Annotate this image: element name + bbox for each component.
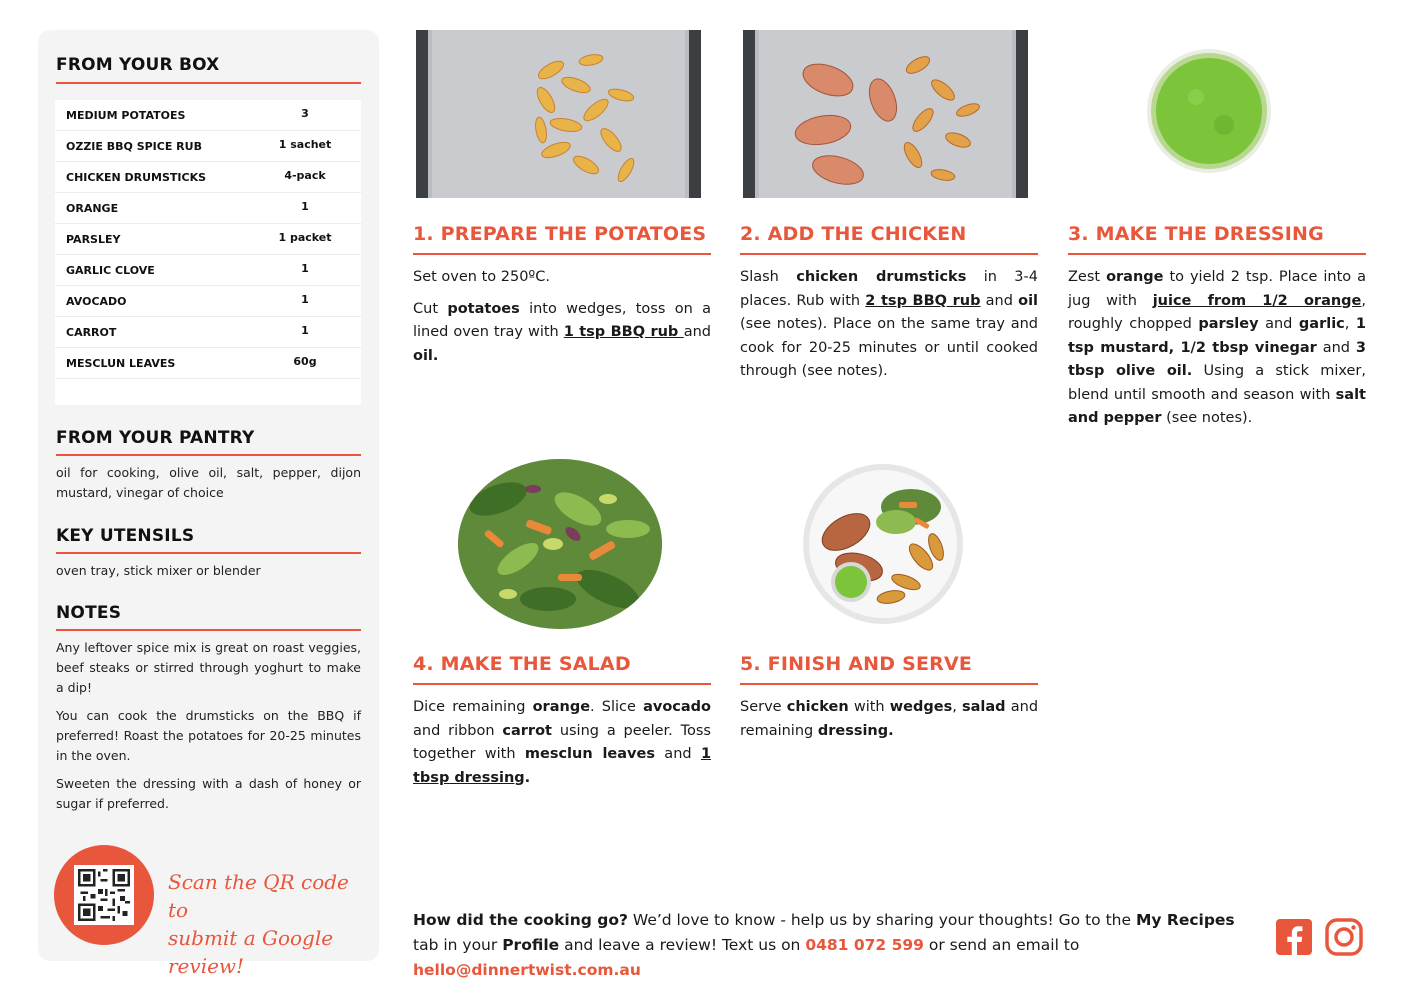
step-1-text: Set oven to 250ºC. bbox=[413, 269, 550, 285]
ingredient-name: CARROT bbox=[66, 326, 117, 339]
ingredient-qty: 1 bbox=[301, 324, 309, 337]
from-your-pantry-heading: FROM YOUR PANTRY bbox=[56, 428, 255, 448]
feedback-question: How did the cooking go? bbox=[413, 911, 628, 929]
step-2-text: Slash chicken drumsticks in 3-4 places. Rub with 2 tsp BBQ rub and oil (see notes). Place on the same tray and cook for 20-25 minutes or until cooked through (see notes). bbox=[740, 269, 1039, 379]
profile-label: Profile bbox=[502, 936, 560, 954]
ingredient-qty: 4-pack bbox=[284, 169, 326, 182]
qr-caption bbox=[168, 868, 368, 980]
footer-text: and leave a review! Text us on bbox=[559, 936, 806, 954]
notes-list bbox=[56, 638, 361, 822]
email-link[interactable]: hello@dinnertwist.com.au bbox=[413, 961, 641, 979]
qr-caption-line: Scan the QR code to bbox=[168, 870, 349, 922]
table-row bbox=[55, 131, 361, 162]
step-rule bbox=[740, 683, 1038, 685]
ingredient-qty: 1 sachet bbox=[278, 138, 332, 151]
key-utensils-heading: KEY UTENSILS bbox=[56, 526, 195, 546]
step-3-body bbox=[1068, 266, 1366, 439]
step-rule bbox=[1068, 253, 1366, 255]
step-5-title: 5. FINISH AND SERVE bbox=[740, 653, 973, 675]
table-row bbox=[55, 255, 361, 286]
qr-badge bbox=[54, 845, 154, 945]
ingredient-name: MEDIUM POTATOES bbox=[66, 109, 186, 122]
ingredient-name: CHICKEN DRUMSTICKS bbox=[66, 171, 207, 184]
ingredient-qty: 1 bbox=[301, 262, 309, 275]
phone-link[interactable]: 0481 072 599 bbox=[805, 936, 924, 954]
pantry-text: oil for cooking, olive oil, salt, pepper, dijon mustard, vinegar of choice bbox=[56, 465, 361, 500]
utensils-text: oven tray, stick mixer or blender bbox=[56, 563, 261, 578]
table-row bbox=[55, 317, 361, 348]
from-your-box-heading: FROM YOUR BOX bbox=[56, 55, 220, 75]
table-row bbox=[55, 193, 361, 224]
salad-bowl-photo bbox=[458, 459, 662, 629]
ingredients-sidebar bbox=[38, 30, 379, 978]
dressing-bowl-photo bbox=[1144, 47, 1274, 175]
chicken-tray-photo bbox=[743, 30, 1028, 198]
ingredient-name: PARSLEY bbox=[66, 233, 121, 246]
instagram-icon[interactable] bbox=[1325, 918, 1363, 956]
step-4-body bbox=[413, 696, 711, 798]
step-5-text: Serve chicken with wedges, salad and remaining dressing. bbox=[740, 699, 1039, 739]
my-recipes-label: My Recipes bbox=[1135, 911, 1235, 929]
ingredient-name: MESCLUN LEAVES bbox=[66, 357, 176, 370]
heading-rule bbox=[56, 552, 361, 554]
qr-code-icon[interactable] bbox=[74, 865, 134, 925]
table-row bbox=[55, 286, 361, 317]
step-rule bbox=[413, 683, 711, 685]
ingredient-name: GARLIC CLOVE bbox=[66, 264, 155, 277]
table-row bbox=[55, 348, 361, 379]
step-3-text: Zest orange to yield 2 tsp. Place into a jug with juice from 1/2 orange, roughly chopped parsley and garlic, 1 tsp mustard, 1/2 tbsp vinegar and 3 tbsp olive oil. Using a stick mixer, blend until smooth and season with salt and pepper (see notes). bbox=[1068, 269, 1367, 426]
finished-plate-photo bbox=[801, 462, 965, 626]
table-row bbox=[55, 224, 361, 255]
heading-rule bbox=[56, 82, 361, 84]
step-2-title: 2. ADD THE CHICKEN bbox=[740, 223, 967, 245]
ingredient-name: OZZIE BBQ SPICE RUB bbox=[66, 140, 202, 153]
qr-caption-line: submit a Google review! bbox=[168, 926, 334, 978]
footer-text: or send an email to bbox=[923, 936, 1080, 954]
heading-rule bbox=[56, 454, 361, 456]
note-item: You can cook the drumsticks on the BBQ if preferred! Roast the potatoes for 20-25 minutes in the oven. bbox=[56, 708, 361, 763]
facebook-icon[interactable] bbox=[1275, 918, 1313, 956]
ingredient-name: AVOCADO bbox=[66, 295, 127, 308]
ingredient-qty: 60g bbox=[293, 355, 317, 368]
footer-text: We’d love to know - help us by sharing your thoughts! Go to the bbox=[627, 911, 1136, 929]
step-3-title: 3. MAKE THE DRESSING bbox=[1068, 223, 1324, 245]
ingredient-name: ORANGE bbox=[66, 202, 119, 215]
table-row bbox=[55, 100, 361, 131]
potatoes-tray-photo bbox=[416, 30, 701, 198]
feedback-footer bbox=[413, 908, 1263, 983]
step-rule bbox=[740, 253, 1038, 255]
note-item: Sweeten the dressing with a dash of honey or sugar if preferred. bbox=[56, 776, 361, 811]
table-row bbox=[55, 162, 361, 193]
ingredient-qty: 1 bbox=[301, 293, 309, 306]
step-5-body bbox=[740, 696, 1038, 751]
note-item: Any leftover spice mix is great on roast veggies, beef steaks or stirred through yoghurt to make a dip! bbox=[56, 640, 361, 695]
heading-rule bbox=[56, 629, 361, 631]
step-4-text: Dice remaining orange. Slice avocado and ribbon carrot using a peeler. Toss together with mesclun leaves and 1 tbsp dressing. bbox=[413, 699, 712, 786]
step-4-title: 4. MAKE THE SALAD bbox=[413, 653, 631, 675]
ingredient-qty: 1 packet bbox=[278, 231, 332, 244]
footer-text: tab in your bbox=[413, 936, 503, 954]
ingredient-qty: 3 bbox=[301, 107, 309, 120]
step-1-body bbox=[413, 266, 711, 376]
step-1-title: 1. PREPARE THE POTATOES bbox=[413, 223, 707, 245]
step-2-body bbox=[740, 266, 1038, 392]
step-1-text: Cut potatoes into wedges, toss on a lined oven tray with 1 tsp BBQ rub and oil. bbox=[413, 300, 711, 364]
box-ingredients-table bbox=[55, 100, 361, 405]
ingredient-qty: 1 bbox=[301, 200, 309, 213]
step-rule bbox=[413, 253, 711, 255]
notes-heading: NOTES bbox=[56, 603, 122, 623]
